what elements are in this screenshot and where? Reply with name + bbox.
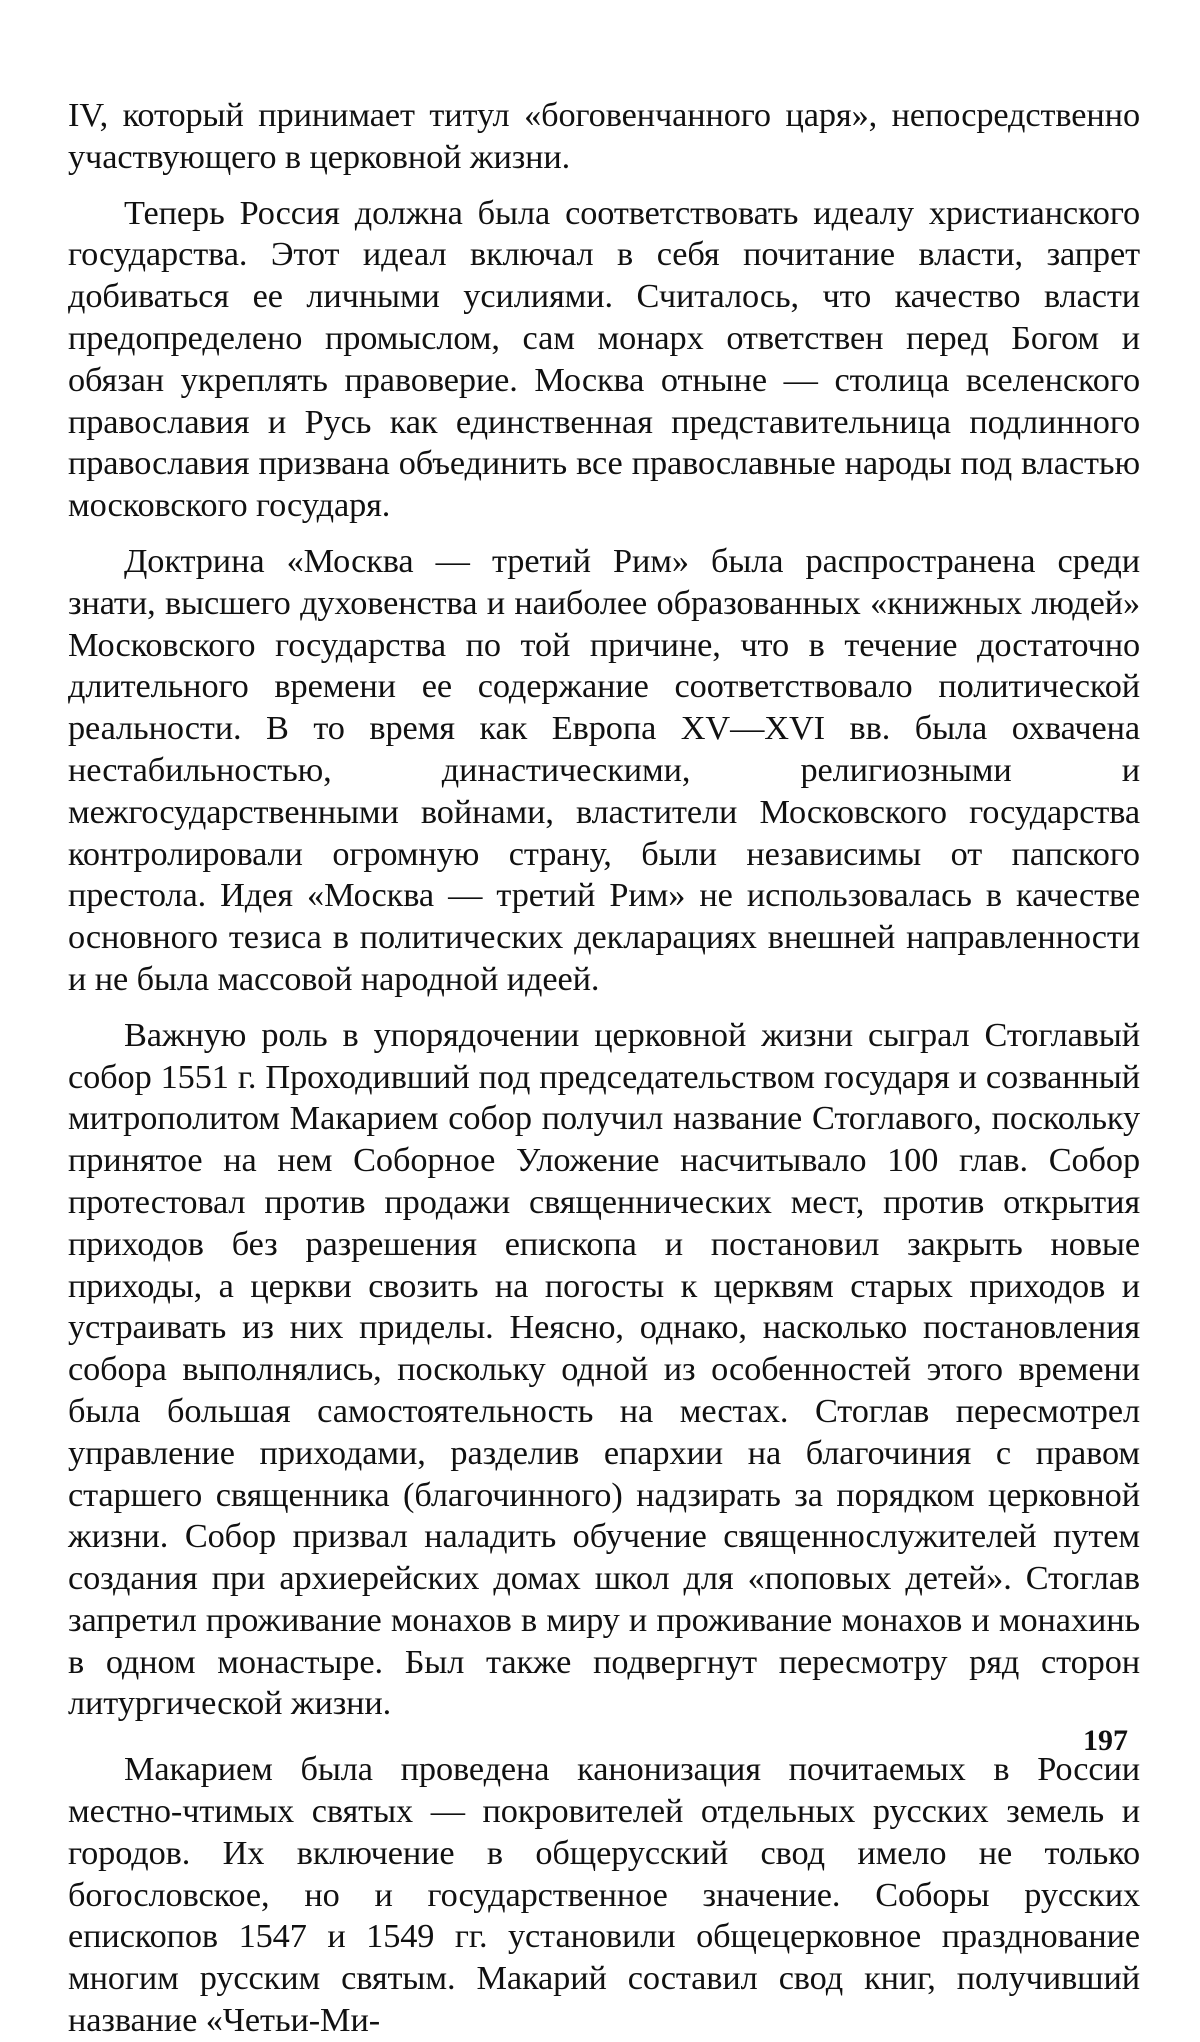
paragraph-stoglav-council: Важную роль в упорядочении церковной жизни сыграл Стоглавый собор 1551 г. Проходивший под председательством государя и созванный митрополитом Макарием собор получил название Стоглавого, поскольку принятое на нем Соборное Уложение насчитывало 100 глав. Собор протестовал против продажи священнических мест, против открытия приходов без разрешения епископа и постановил закрыть новые приходы, а церкви свозить на погосты к церквям старых приходов и устраивать из них приделы. Неясно, однако, насколько постановления собора выполнялись, поскольку одной из особенностей этого времени была большая самостоятельность на местах. Стоглав пересмотрел управление приходами, разделив епархии на благочиния с правом старшего священника (благочинного) надзирать за порядком церковной жизни. Собор призвал наладить обучение священнослужителей путем создания при архиерейских домах школ для «поповых детей». Стоглав запретил проживание монахов в миру и проживание монахов и монахинь в одном монастыре. Был также подвергнут пересмотру ряд сторон литургической жизни. (68, 1015, 1140, 1723)
paragraph-third-rome-doctrine: Доктрина «Москва — третий Рим» была распространена среди знати, высшего духовенства и наиболее образованных «книжных людей» Московского государства по той причине, что в течение достаточно длительного времени ее содержание соответствовало политической реальности. В то время как Европа XV—XVI вв. была охвачена нестабильностью, династическими, религиозными и межгосударственными войнами, властители Московского государства контролировали огромную страну, были независимы от папского престола. Идея «Москва — третий Рим» не использовалась в качестве основного тезиса в политических декларациях внешней направленности и не была массовой народной идеей. (68, 541, 1140, 998)
paragraph-christian-state-ideal: Теперь Россия должна была соответствовать идеалу христианского государства. Этот идеал включал в себя почитание власти, запрет добиваться ее личными усилиями. Считалось, что качество власти предопределено промыслом, сам монарх ответствен перед Богом и обязан укреплять правоверие. Москва отныне — столица вселенского православия и Русь как единственная представительница подлинного православия призвана объединить все православные народы под властью московского государя. (68, 193, 1140, 525)
paragraph-canonization: Макарием была проведена канонизация почитаемых в России местно-чтимых святых — покровителей отдельных русских земель и городов. Их включение в общерусский свод имело не только богословское, но и государственное значение. Соборы русских епископов 1547 и 1549 гг. установили общецерковное празднование многим русским святым. Макарий составил свод книг, получивший название «Четьи-Ми- (68, 1750, 1140, 2040)
page-body (68, 95, 1140, 2042)
paragraph-continuation: IV, который принимает титул «боговенчанного царя», непосредственно участвующего в церковной жизни. (68, 96, 1140, 176)
page-number: 197 (1083, 1724, 1128, 1757)
